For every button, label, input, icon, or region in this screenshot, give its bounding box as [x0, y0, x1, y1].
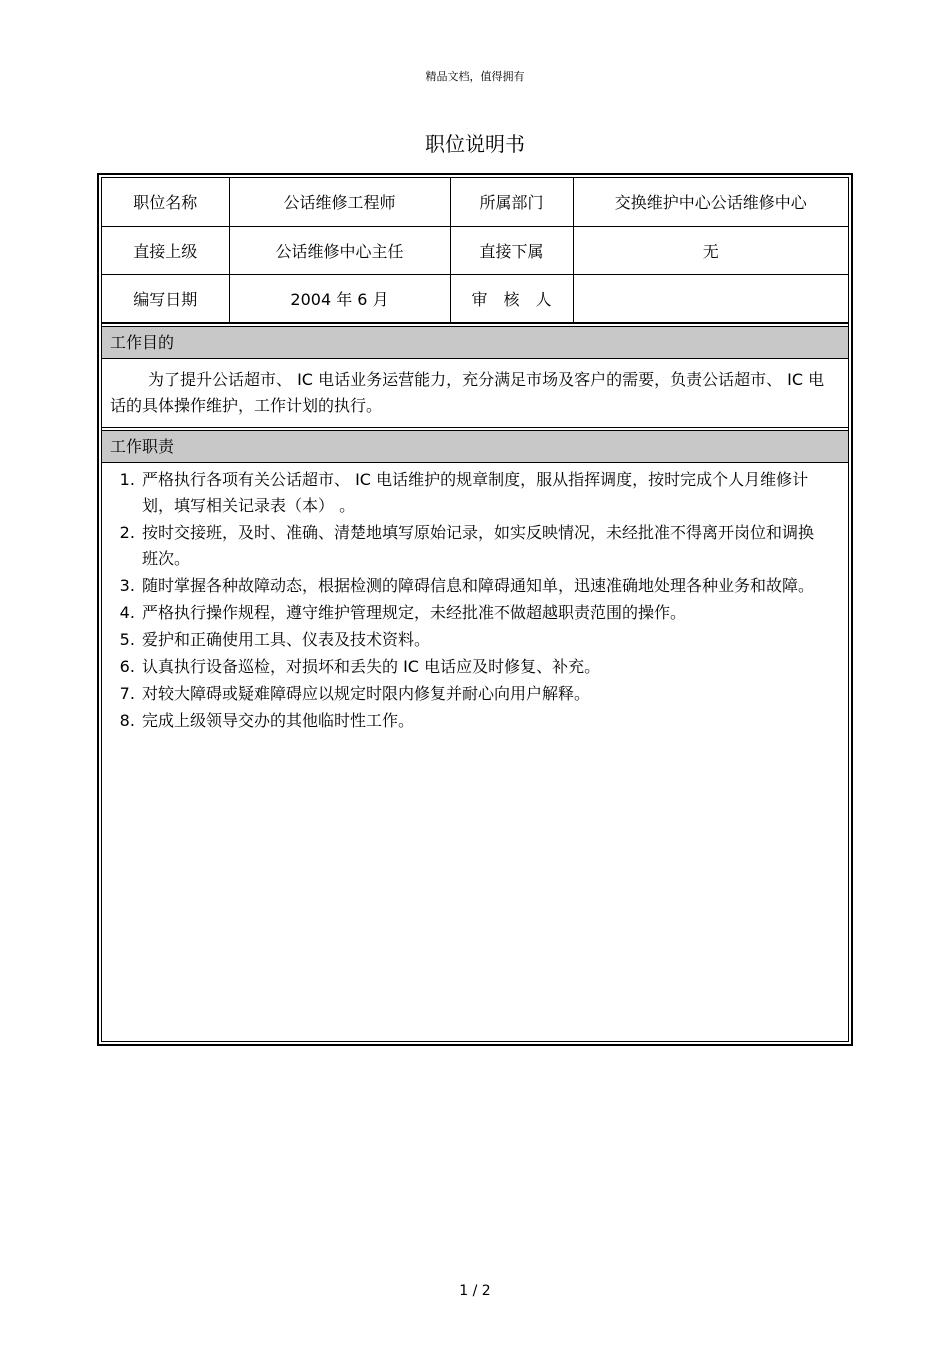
info-table	[102, 178, 848, 323]
list-item: 6. 认真执行设备巡检，对损坏和丢失的 IC 电话应及时修复、补充。	[140, 654, 828, 680]
list-item: 1. 严格执行各项有关公话超市、 IC 电话维护的规章制度，服从指挥调度，按时完成个人月维修计划，填写相关记录表（本） 。	[140, 467, 828, 519]
purpose-text: 为了提升公话超市、 IC 电话业务运营能力，充分满足市场及客户的需要，负责公话超市、 IC 电话的具体操作维护，工作计划的执行。	[110, 369, 825, 415]
job-description-inner	[101, 177, 849, 1042]
list-item: 8. 完成上级领导交办的其他临时性工作。	[140, 708, 828, 734]
list-item: 2. 按时交接班，及时、准确、清楚地填写原始记录，如实反映情况，未经批准不得离开岗位和调换班次。	[140, 520, 828, 572]
info-value-date: 2004 年 6 月	[229, 274, 450, 322]
list-item: 4. 严格执行操作规程，遵守维护管理规定，未经批准不做超越职责范围的操作。	[140, 600, 828, 626]
list-item: 7. 对较大障碍或疑难障碍应以规定时限内修复并耐心向用户解释。	[140, 681, 828, 707]
duties-heading: 工作职责	[102, 431, 848, 463]
info-label-position: 职位名称	[102, 178, 229, 226]
document-title: 职位说明书	[425, 132, 525, 156]
page-number: 1 / 2	[459, 1283, 491, 1299]
table-row	[102, 226, 848, 274]
job-description-frame	[97, 173, 853, 1046]
info-value-subordinate: 无	[573, 226, 848, 274]
list-item: 5. 爱护和正确使用工具、仪表及技术资料。	[140, 627, 828, 653]
info-value-reviewer	[573, 274, 848, 322]
info-value-position: 公话维修工程师	[229, 178, 450, 226]
header-note: 精品文档，值得拥有	[425, 70, 525, 83]
table-row	[102, 274, 848, 322]
purpose-heading: 工作目的	[102, 327, 848, 359]
info-label-superior: 直接上级	[102, 226, 229, 274]
duties-list	[102, 463, 848, 734]
info-label-reviewer: 审 核 人	[450, 274, 573, 322]
table-row	[102, 178, 848, 226]
info-value-department: 交换维护中心公话维修中心	[573, 178, 848, 226]
info-label-subordinate: 直接下属	[450, 226, 573, 274]
info-label-department: 所属部门	[450, 178, 573, 226]
list-item: 3. 随时掌握各种故障动态，根据检测的障碍信息和障碍通知单，迅速准确地处理各种业务和故障。	[140, 573, 828, 599]
info-value-superior: 公话维修中心主任	[229, 226, 450, 274]
info-label-date: 编写日期	[102, 274, 229, 322]
